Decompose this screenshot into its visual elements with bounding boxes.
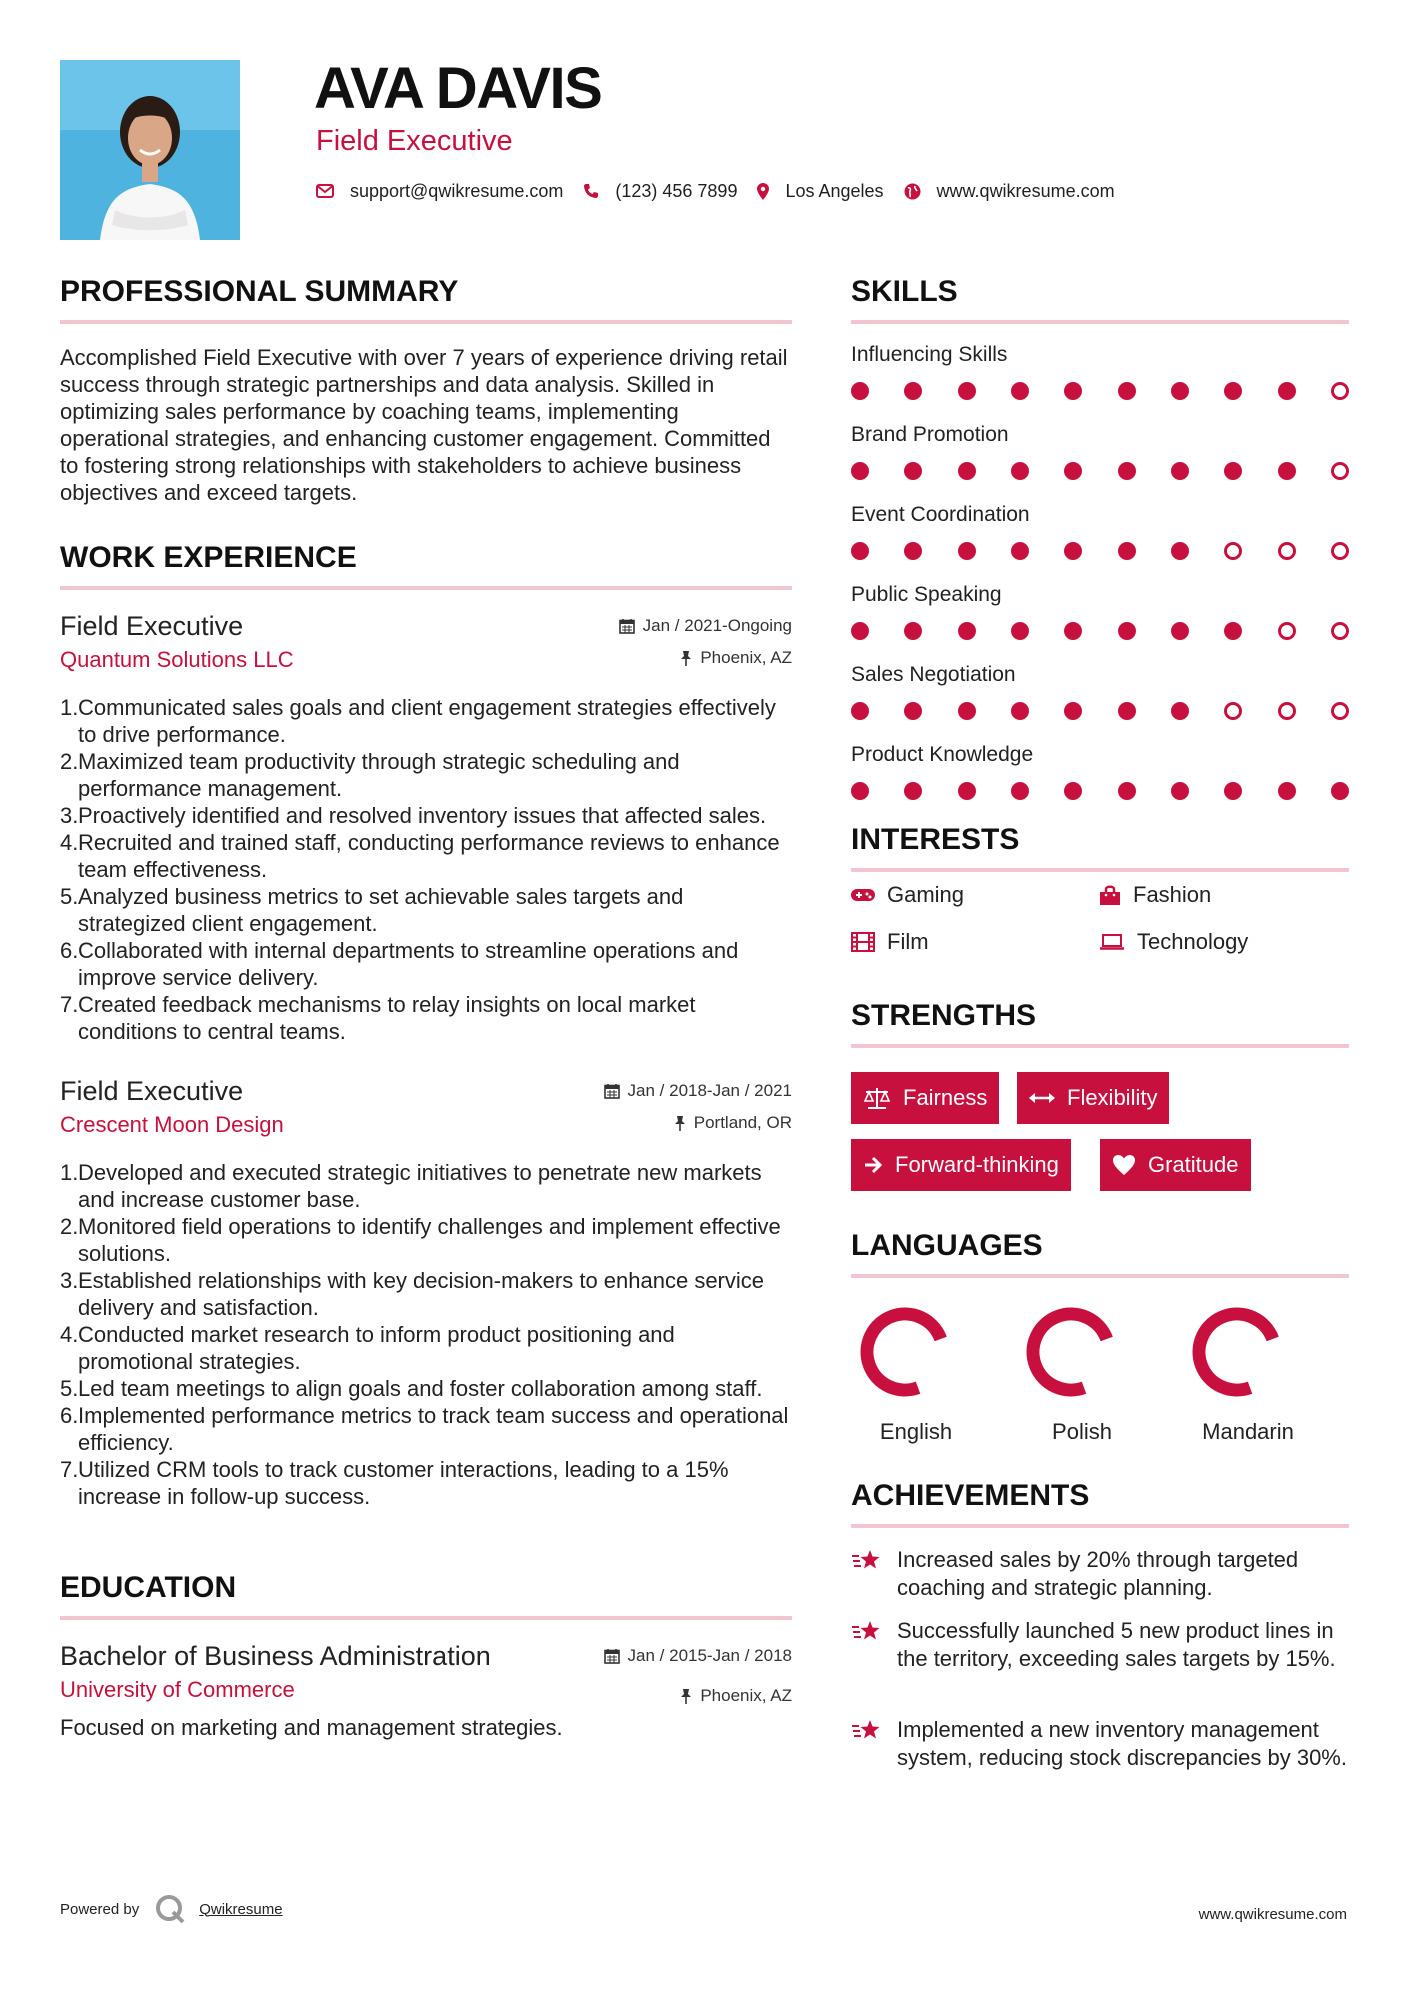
job-bullets	[60, 1159, 792, 1510]
language-ring	[851, 1302, 981, 1402]
list-item: 7. Utilized CRM tools to track customer interactions, leading to a 15% increase in follow-up success.	[60, 1457, 729, 1509]
interest-gaming: Gaming	[851, 882, 964, 908]
rating-dot-filled	[1171, 542, 1189, 560]
interest-fashion: Fashion	[1099, 882, 1211, 908]
rating-dot-filled	[1118, 542, 1136, 560]
rating-dot-filled	[1278, 462, 1296, 480]
strengths-heading: STRENGTHS	[851, 999, 1037, 1032]
job-entry	[60, 1075, 792, 1510]
rating-dot-empty	[1278, 702, 1296, 720]
interest-technology: Technology	[1099, 929, 1248, 955]
rating-dot-filled	[851, 622, 869, 640]
education-location	[680, 1686, 792, 1706]
rating-dot-filled	[1278, 382, 1296, 400]
rating-dot-empty	[1331, 622, 1349, 640]
education-description: Focused on marketing and management strategies.	[60, 1715, 563, 1740]
candidate-title: Field Executive	[316, 125, 513, 157]
education-heading: EDUCATION	[60, 1571, 237, 1604]
list-item: 4. Recruited and trained staff, conducting performance reviews to enhance team effectiveness.	[60, 830, 780, 882]
rating-dot-filled	[1064, 542, 1082, 560]
job-date	[604, 1081, 792, 1101]
footer-website[interactable]: www.qwikresume.com	[1198, 1906, 1347, 1923]
map-marker-icon	[757, 183, 769, 200]
education-date-text: Jan / 2015-Jan / 2018	[627, 1646, 792, 1665]
job-date	[619, 616, 792, 636]
job-location	[674, 1113, 792, 1133]
language-level-arc	[1033, 1314, 1107, 1390]
rating-dot-filled	[1224, 622, 1242, 640]
heart-icon	[1112, 1154, 1136, 1176]
education-section	[60, 1570, 792, 1741]
school: University of Commerce	[60, 1677, 295, 1702]
rating-dot-filled	[1064, 782, 1082, 800]
rating-dot-filled	[958, 622, 976, 640]
summary-text: Accomplished Field Executive with over 7 years of experience driving retail success through strategic partnerships and data analysis. Skilled in optimizing sales performance by coaching teams, implementing operational strategies, and enhancing customer engagement. Committed to fostering strong relationships with stakeholders to achieve business objectives and exceed targets.	[60, 345, 788, 505]
list-item: 3. Established relationships with key decision-makers to enhance service delivery and satisfaction.	[60, 1268, 765, 1320]
rating-dot-filled	[958, 702, 976, 720]
rating-dot-filled	[1224, 462, 1242, 480]
job-title: Field Executive	[60, 1076, 244, 1106]
calendar-icon	[604, 1648, 620, 1664]
gamepad-icon	[851, 887, 875, 903]
location-text: Los Angeles	[785, 180, 884, 201]
rating-dot-filled	[1171, 382, 1189, 400]
rating-dot-filled	[904, 782, 922, 800]
balance-scale-icon	[863, 1086, 891, 1110]
contact-website[interactable]	[904, 181, 1115, 202]
shopping-bag-icon	[1099, 884, 1121, 906]
rating-dot-filled	[851, 702, 869, 720]
language-mandarin: Mandarin	[1183, 1302, 1313, 1445]
rating-dot-filled	[1171, 462, 1189, 480]
rating-dot-filled	[1118, 382, 1136, 400]
pin-icon	[674, 1115, 686, 1131]
phone-text: (123) 456 7899	[615, 180, 738, 201]
rating-dot-filled	[1064, 462, 1082, 480]
candidate-name: AVA DAVIS	[314, 56, 602, 121]
skill-label: Public Speaking	[851, 583, 1002, 606]
contact-bar	[316, 176, 1135, 206]
education-date	[604, 1646, 792, 1666]
rating-dot-filled	[1171, 782, 1189, 800]
section-divider	[60, 320, 792, 324]
rating-dot-empty	[1278, 622, 1296, 640]
section-divider	[851, 1274, 1349, 1278]
skill-item	[851, 502, 1349, 562]
rating-dot-filled	[1224, 782, 1242, 800]
footer-brand-link[interactable]: Qwikresume	[199, 1900, 283, 1918]
rating-dot-filled	[1118, 782, 1136, 800]
rating-dot-filled	[958, 462, 976, 480]
skills-section	[851, 274, 1349, 802]
list-item: 2. Monitored field operations to identify challenges and implement effective solutions.	[60, 1214, 781, 1266]
film-icon	[851, 932, 875, 952]
rating-dot-filled	[1171, 702, 1189, 720]
list-item: 6. Collaborated with internal departments to streamline operations and improve service delivery.	[60, 938, 739, 990]
strength-badge: Forward-thinking	[851, 1139, 1071, 1191]
strength-badge: Gratitude	[1100, 1139, 1251, 1191]
skill-rating	[851, 540, 1349, 562]
star-award-icon	[851, 1718, 881, 1744]
skill-item	[851, 422, 1349, 482]
website-text: www.qwikresume.com	[936, 180, 1115, 201]
rating-dot-filled	[904, 622, 922, 640]
pin-icon	[680, 1688, 692, 1704]
job-entry	[60, 610, 792, 1045]
rating-dot-filled	[1011, 462, 1029, 480]
rating-dot-empty	[1224, 542, 1242, 560]
achievements-section	[851, 1478, 1349, 1770]
rating-dot-filled	[1224, 382, 1242, 400]
arrow-right-icon	[863, 1155, 883, 1175]
rating-dot-filled	[1171, 622, 1189, 640]
star-award-icon	[851, 1548, 881, 1574]
rating-dot-filled	[1064, 702, 1082, 720]
strengths-section	[851, 998, 1349, 1188]
section-divider	[60, 586, 792, 590]
contact-email[interactable]	[316, 181, 563, 202]
rating-dot-filled	[1118, 622, 1136, 640]
list-item: 7. Created feedback mechanisms to relay insights on local market conditions to central teams.	[60, 992, 696, 1044]
rating-dot-filled	[904, 702, 922, 720]
language-level-arc	[867, 1314, 941, 1390]
rating-dot-empty	[1331, 382, 1349, 400]
rating-dot-filled	[1331, 782, 1349, 800]
footer-powered-by: Powered by Qwikresume	[60, 1892, 283, 1926]
rating-dot-filled	[851, 382, 869, 400]
phone-icon	[583, 183, 599, 199]
rating-dot-filled	[1011, 382, 1029, 400]
rating-dot-filled	[958, 382, 976, 400]
experience-section	[60, 540, 792, 1510]
skill-label: Product Knowledge	[851, 743, 1034, 766]
language-polish: Polish	[1017, 1302, 1147, 1445]
strength-badge: Flexibility	[1017, 1072, 1169, 1124]
skill-rating	[851, 380, 1349, 402]
star-award-icon	[851, 1619, 881, 1645]
list-item: 1. Communicated sales goals and client engagement strategies effectively to drive performance.	[60, 695, 776, 747]
languages-section	[851, 1228, 1349, 1444]
calendar-icon	[604, 1083, 620, 1099]
skill-item	[851, 342, 1349, 402]
contact-phone[interactable]	[583, 181, 737, 202]
rating-dot-filled	[851, 462, 869, 480]
skill-label: Event Coordination	[851, 503, 1030, 526]
rating-dot-filled	[1064, 382, 1082, 400]
section-divider	[851, 1524, 1349, 1528]
rating-dot-filled	[1118, 462, 1136, 480]
interest-film: Film	[851, 929, 929, 955]
rating-dot-filled	[904, 542, 922, 560]
rating-dot-filled	[1064, 622, 1082, 640]
achievements-heading: ACHIEVEMENTS	[851, 1479, 1090, 1512]
language-ring	[1183, 1302, 1313, 1402]
experience-heading: WORK EXPERIENCE	[60, 541, 357, 574]
rating-dot-empty	[1331, 542, 1349, 560]
section-divider	[60, 1616, 792, 1620]
list-item: 5. Analyzed business metrics to set achievable sales targets and strategized client engagement.	[60, 884, 684, 936]
left-column	[60, 274, 792, 1741]
calendar-icon	[619, 618, 635, 634]
rating-dot-filled	[958, 782, 976, 800]
section-divider	[851, 868, 1349, 872]
language-level-arc	[1199, 1314, 1273, 1390]
list-item: 2. Maximized team productivity through strategic scheduling and performance management.	[60, 749, 680, 801]
list-item: 5. Led team meetings to align goals and foster collaboration among staff.	[60, 1376, 763, 1401]
degree: Bachelor of Business Administration	[60, 1641, 491, 1671]
achievement-item: Successfully launched 5 new product lines in the territory, exceeding sales targets by 15%.	[851, 1617, 1349, 1673]
language-ring	[1017, 1302, 1147, 1402]
skill-label: Influencing Skills	[851, 343, 1008, 366]
rating-dot-filled	[904, 382, 922, 400]
job-date-text: Jan / 2018-Jan / 2021	[627, 1081, 792, 1100]
rating-dot-empty	[1278, 542, 1296, 560]
job-location	[680, 648, 792, 668]
rating-dot-filled	[851, 782, 869, 800]
skill-rating	[851, 780, 1349, 802]
profile-photo	[60, 60, 240, 240]
job-location-text: Portland, OR	[693, 1113, 792, 1132]
skills-list	[851, 342, 1349, 802]
languages-heading: LANGUAGES	[851, 1229, 1043, 1262]
skill-item	[851, 662, 1349, 722]
laptop-icon	[1099, 933, 1125, 951]
strength-badge: Fairness	[851, 1072, 999, 1124]
list-item: 3. Proactively identified and resolved inventory issues that affected sales.	[60, 803, 767, 828]
contact-location	[757, 181, 883, 202]
job-date-text: Jan / 2021-Ongoing	[642, 616, 792, 635]
rating-dot-filled	[1011, 542, 1029, 560]
envelope-icon	[316, 184, 334, 198]
list-item: 6. Implemented performance metrics to track team success and operational efficiency.	[60, 1403, 789, 1455]
skill-item	[851, 582, 1349, 642]
globe-icon	[904, 183, 921, 200]
rating-dot-filled	[904, 462, 922, 480]
arrows-h-icon	[1029, 1091, 1055, 1105]
achievement-item: Increased sales by 20% through targeted coaching and strategic planning.	[851, 1546, 1349, 1602]
language-english: English	[851, 1302, 981, 1445]
skill-item	[851, 742, 1349, 802]
rating-dot-filled	[958, 542, 976, 560]
rating-dot-empty	[1224, 702, 1242, 720]
education-entry	[60, 1640, 792, 1741]
skill-label: Sales Negotiation	[851, 663, 1016, 686]
achievement-item: Implemented a new inventory management system, reducing stock discrepancies by 30%.	[851, 1716, 1349, 1772]
list-item: 4. Conducted market research to inform product positioning and promotional strategies.	[60, 1322, 675, 1374]
skill-rating	[851, 700, 1349, 722]
job-company: Quantum Solutions LLC	[60, 647, 294, 672]
rating-dot-filled	[1278, 782, 1296, 800]
rating-dot-filled	[1011, 782, 1029, 800]
education-location-text: Phoenix, AZ	[700, 1686, 792, 1705]
skill-rating	[851, 460, 1349, 482]
summary-heading: PROFESSIONAL SUMMARY	[60, 275, 459, 308]
skill-label: Brand Promotion	[851, 423, 1009, 446]
rating-dot-empty	[1331, 462, 1349, 480]
job-company: Crescent Moon Design	[60, 1112, 284, 1137]
job-bullets	[60, 694, 792, 1045]
rating-dot-filled	[1011, 622, 1029, 640]
rating-dot-filled	[1118, 702, 1136, 720]
section-divider	[851, 320, 1349, 324]
rating-dot-filled	[1011, 702, 1029, 720]
interests-section	[851, 822, 1349, 952]
email-text: support@qwikresume.com	[350, 180, 564, 201]
interests-heading: INTERESTS	[851, 823, 1020, 856]
skills-heading: SKILLS	[851, 275, 958, 308]
summary-section	[60, 274, 792, 506]
rating-dot-filled	[851, 542, 869, 560]
skill-rating	[851, 620, 1349, 642]
list-item: 1. Developed and executed strategic initiatives to penetrate new markets and increase customer base.	[60, 1160, 762, 1212]
rating-dot-empty	[1331, 702, 1349, 720]
right-column	[851, 274, 1349, 1770]
job-location-text: Phoenix, AZ	[700, 648, 792, 667]
section-divider	[851, 1044, 1349, 1048]
qwikresume-logo-icon	[153, 1892, 187, 1926]
job-title: Field Executive	[60, 611, 244, 641]
pin-icon	[680, 650, 692, 666]
